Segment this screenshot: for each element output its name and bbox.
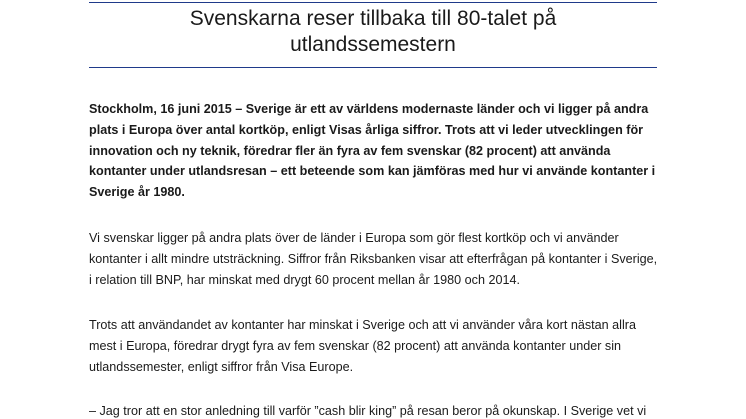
text-line: Stockholm, 16 juni 2015 – Sverige är ett av världens modernaste länder och vi ligger på andra [89,102,649,116]
bottom-rule [89,67,657,68]
text-line: innovation och ny teknik, föredrar fler än fyra av fem svenskar (82 procent) att använda [89,143,611,158]
text-line: plats i Europa över antal kortköp, enligt Visas årliga siffror. Trots att vi leder utvecklingen för [89,122,644,137]
text-line: i relation till BNP, har minskat med drygt 60 procent mellan år 1980 och 2014. [89,272,520,287]
text-line: kontanter i allt mindre utsträckning. Siffror från Riksbanken visar att efterfrågan på kontanter i Sverige, [89,251,658,266]
text-line: Sverige år 1980. [89,185,185,200]
title-line: utlandssemestern [290,33,456,56]
text-line: kontanter under utlandsresan – ett beteende som kan jämföras med hur vi använde kontanter i [89,164,656,179]
text-line: mest i Europa, föredrar drygt fyra av fem svenskar (82 procent) att använda kontanter under sin [89,338,621,353]
top-rule [89,2,657,3]
text-line: Trots att användandet av kontanter har minskat i Sverige och att vi använder våra kort nästan allra [89,318,636,332]
body-paragraph-2 [89,315,669,377]
body-paragraph-1 [89,228,669,290]
text-line: Vi svenskar ligger på andra plats över de länder i Europa som gör flest kortköp och vi använder [89,231,619,245]
page-title [89,6,657,58]
lead-paragraph [89,99,669,203]
text-line: utlandssemester, enligt siffror från Visa Europe. [89,359,354,374]
body-paragraph-3 [89,401,669,419]
title-line: Svenskarna reser tillbaka till 80-talet på [189,7,557,30]
text-line: – Jag tror att en stor anledning till varför ”cash blir king” på resan beror på okunskap. I Sverige vet vi [89,404,647,418]
